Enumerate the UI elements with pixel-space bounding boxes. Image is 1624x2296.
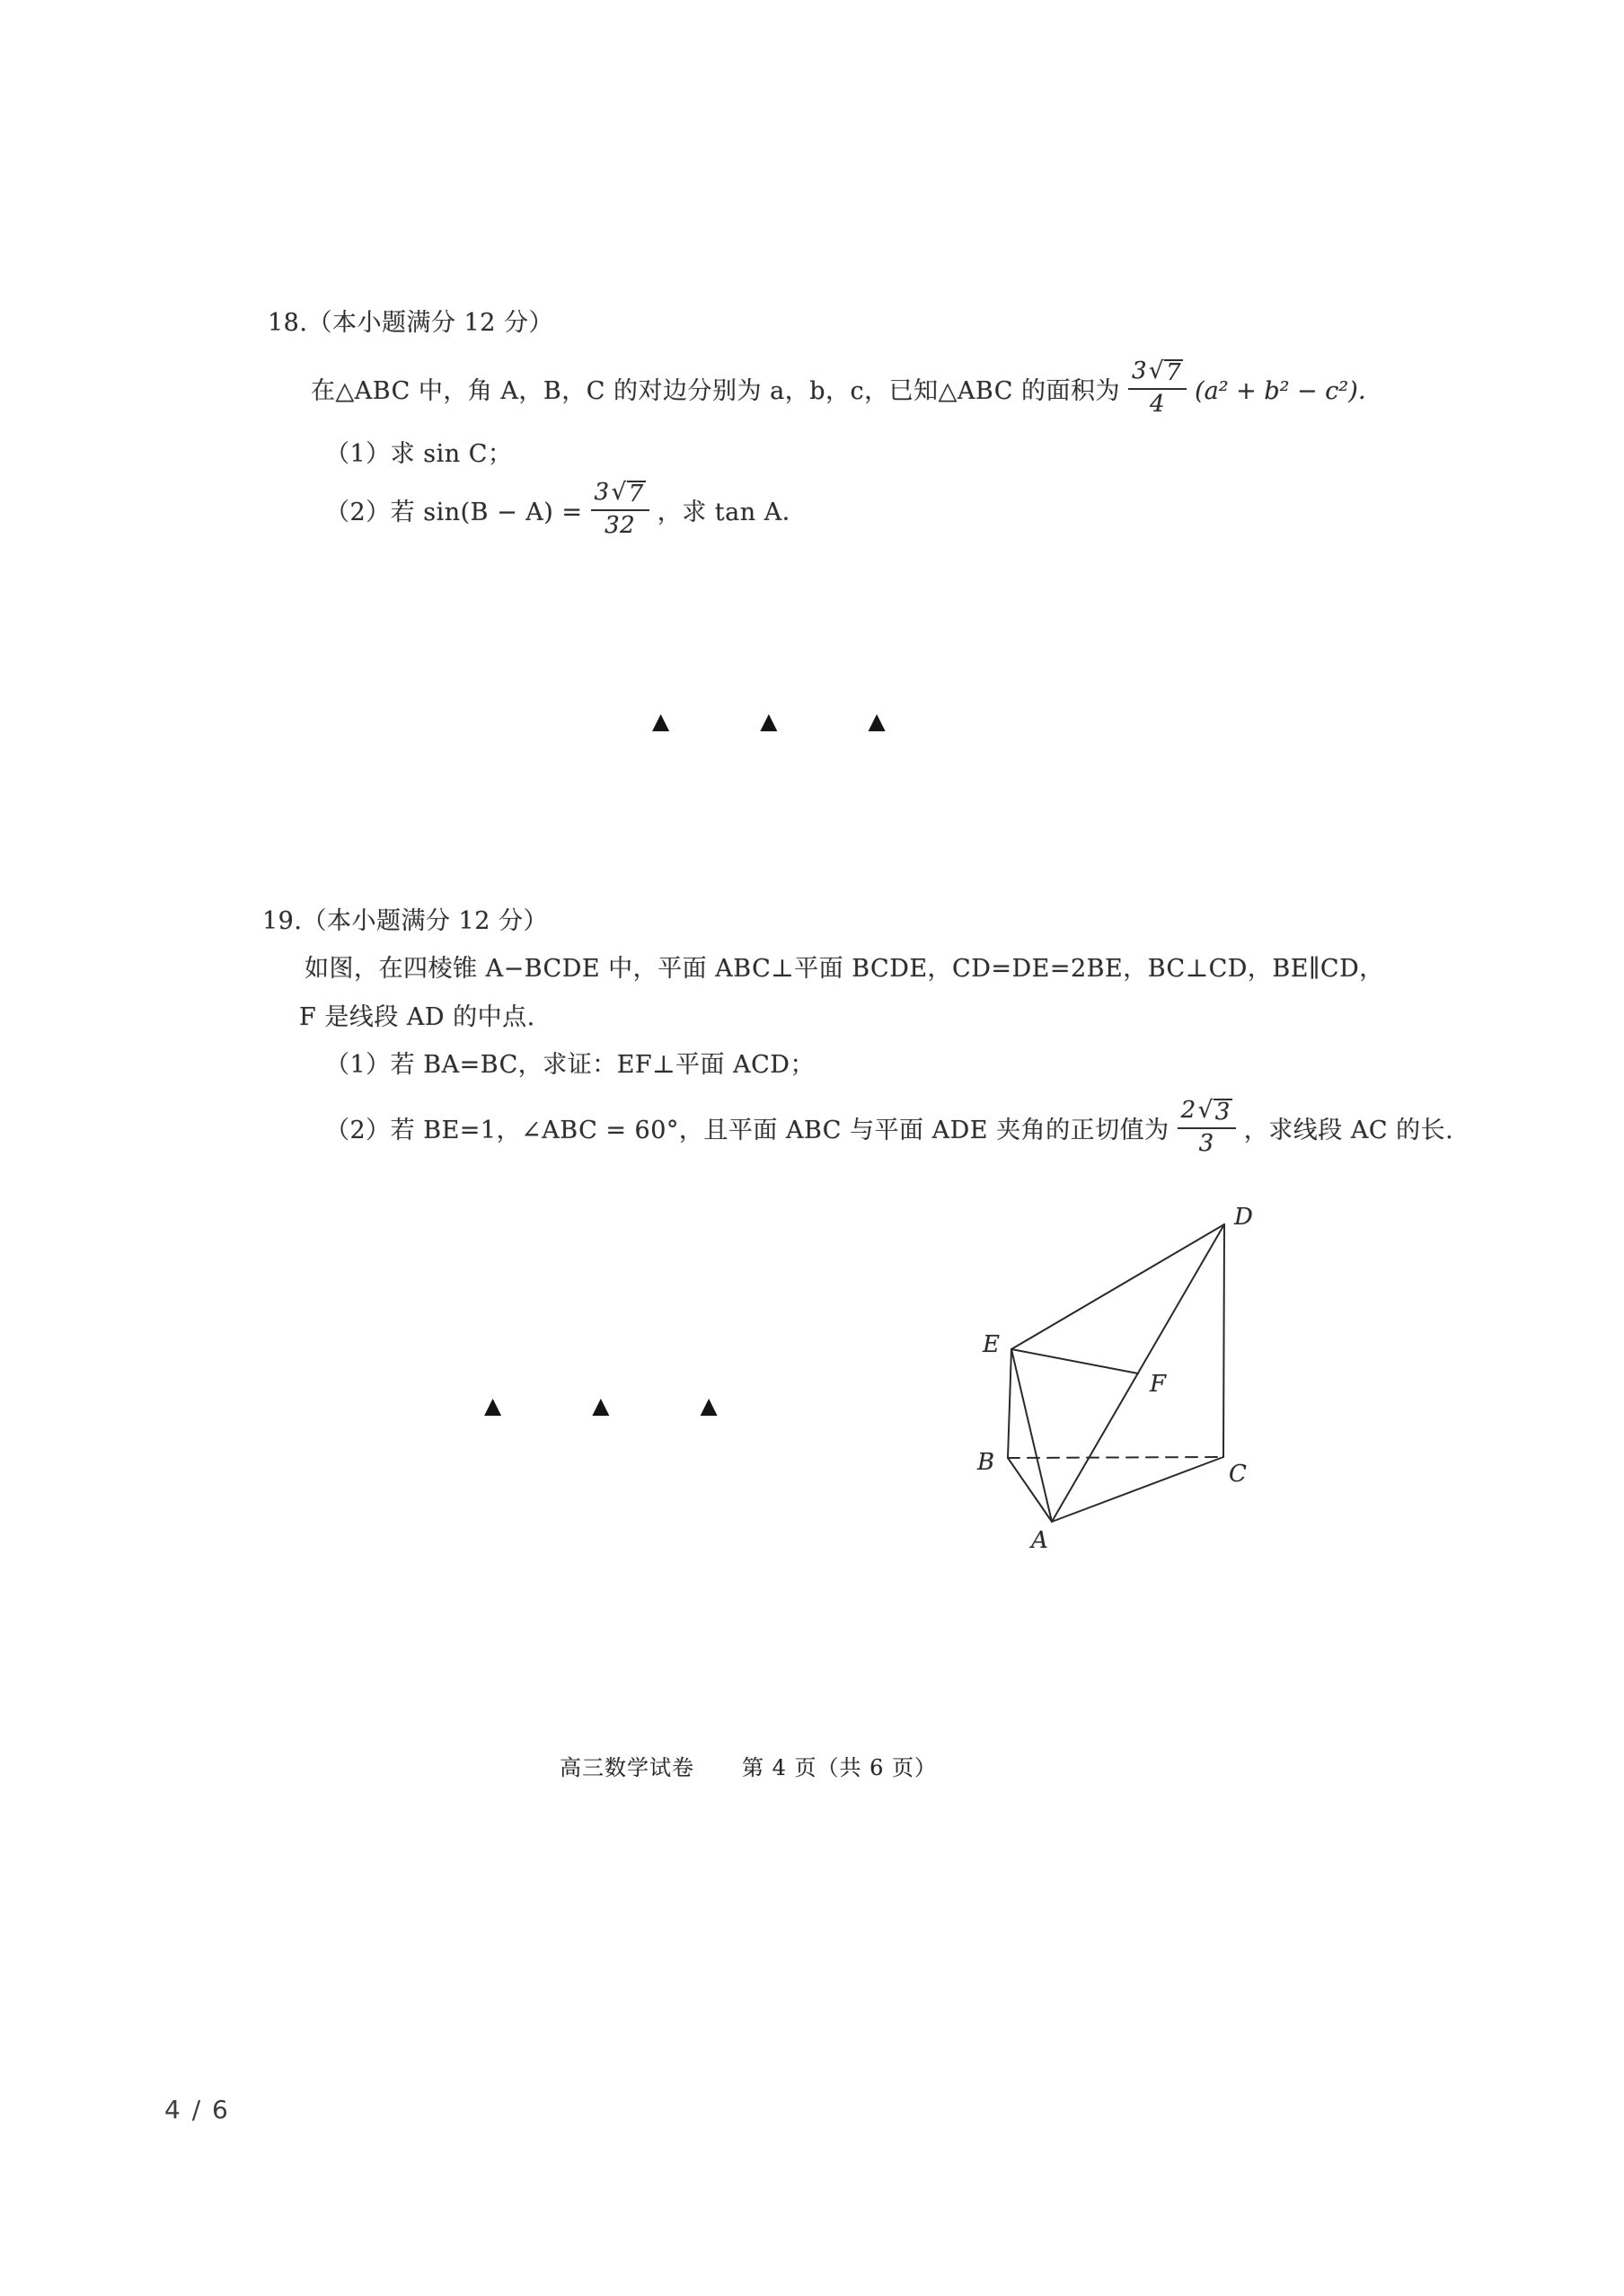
problem-18-part-2-text: （2）若 sin(B − A) =	[325, 498, 583, 526]
fraction-coefficient: 2	[1180, 1096, 1196, 1124]
problem-18-intro-text: 在△ABC 中，角 A，B，C 的对边分别为 a，b，c，已知△ABC 的面积为	[311, 376, 1120, 405]
edge-B-C-hidden	[1008, 1457, 1223, 1458]
problem-18-intro-formula: (a² + b² − c²)．	[1195, 376, 1382, 405]
page-footer	[560, 1750, 937, 1781]
fraction-coefficient: 3	[1131, 357, 1147, 384]
vertex-label-A: A	[1031, 1527, 1048, 1554]
viewer-page-indicator: 4 / 6	[164, 2095, 230, 2124]
fraction-denominator: 3	[1198, 1130, 1214, 1157]
pyramid-figure-drawing	[943, 1186, 1302, 1581]
vertex-label-F: F	[1150, 1371, 1167, 1398]
problem-18-part-2-tail: ，求 tan A．	[657, 498, 808, 526]
radicand: 3	[1214, 1098, 1231, 1126]
problem-18-part-1: （1）求 sin C；	[325, 440, 513, 468]
problem-19-part-1: （1）若 BA=BC，求证：EF⊥平面 ACD；	[325, 1051, 815, 1079]
problem-18-heading: 18.（本小题满分 12 分）	[268, 309, 553, 337]
problem-19-part-2-text: （2）若 BE=1，∠ABC = 60°，且平面 ABC 与平面 ADE 夹角的正切值为	[325, 1116, 1169, 1144]
fraction-denominator: 32	[605, 512, 636, 539]
radical-sign: √	[1149, 357, 1165, 384]
edge-E-B	[1008, 1349, 1011, 1458]
radical-sign: √	[611, 478, 627, 506]
triangle-icon: ▲	[868, 708, 886, 734]
radical-sign: √	[1197, 1096, 1214, 1124]
problem-19-intro-line-2: F 是线段 AD 的中点.	[299, 1003, 535, 1031]
vertex-label-E: E	[983, 1331, 1000, 1358]
vertex-label-D: D	[1234, 1204, 1253, 1231]
problem-18-part-2	[325, 480, 807, 539]
radicand: 7	[628, 480, 644, 508]
radicand: 7	[1166, 358, 1182, 386]
edge-E-D	[1011, 1224, 1224, 1349]
fraction-2root3-over-3	[1178, 1096, 1236, 1157]
triangle-icon: ▲	[700, 1392, 718, 1418]
problem-18-intro	[311, 356, 1382, 420]
edge-A-C	[1052, 1457, 1223, 1522]
problem-19-intro-line-1: 如图，在四棱锥 A−BCDE 中，平面 ABC⊥平面 BCDE，CD=DE=2BE，BC⊥CD，BE∥CD，	[304, 955, 1384, 983]
fraction-3root7-over-4	[1128, 359, 1187, 418]
answer-separator-triangles	[652, 710, 886, 732]
pyramid-figure	[943, 1186, 1302, 1581]
triangle-icon: ▲	[592, 1392, 610, 1418]
answer-separator-triangles	[484, 1394, 718, 1417]
problem-19-part-2	[325, 1095, 1453, 1160]
vertex-label-B: B	[977, 1449, 995, 1476]
problem-19-part-2-tail: ，求线段 AC 的长.	[1243, 1116, 1454, 1144]
fraction-coefficient: 3	[594, 478, 610, 506]
footer-exam-title: 高三数学试卷	[560, 1755, 694, 1780]
fraction-denominator: 4	[1150, 391, 1166, 418]
edge-E-F	[1011, 1349, 1138, 1373]
triangle-icon: ▲	[652, 708, 670, 734]
footer-page-info: 第 4 页（共 6 页）	[742, 1755, 938, 1780]
triangle-icon: ▲	[760, 708, 778, 734]
problem-19-heading: 19.（本小题满分 12 分）	[262, 907, 548, 935]
triangle-icon: ▲	[484, 1392, 502, 1418]
edge-E-A	[1011, 1349, 1052, 1522]
edge-D-C	[1223, 1224, 1224, 1457]
vertex-label-C: C	[1229, 1461, 1247, 1488]
fraction-3root7-over-32	[591, 478, 649, 539]
